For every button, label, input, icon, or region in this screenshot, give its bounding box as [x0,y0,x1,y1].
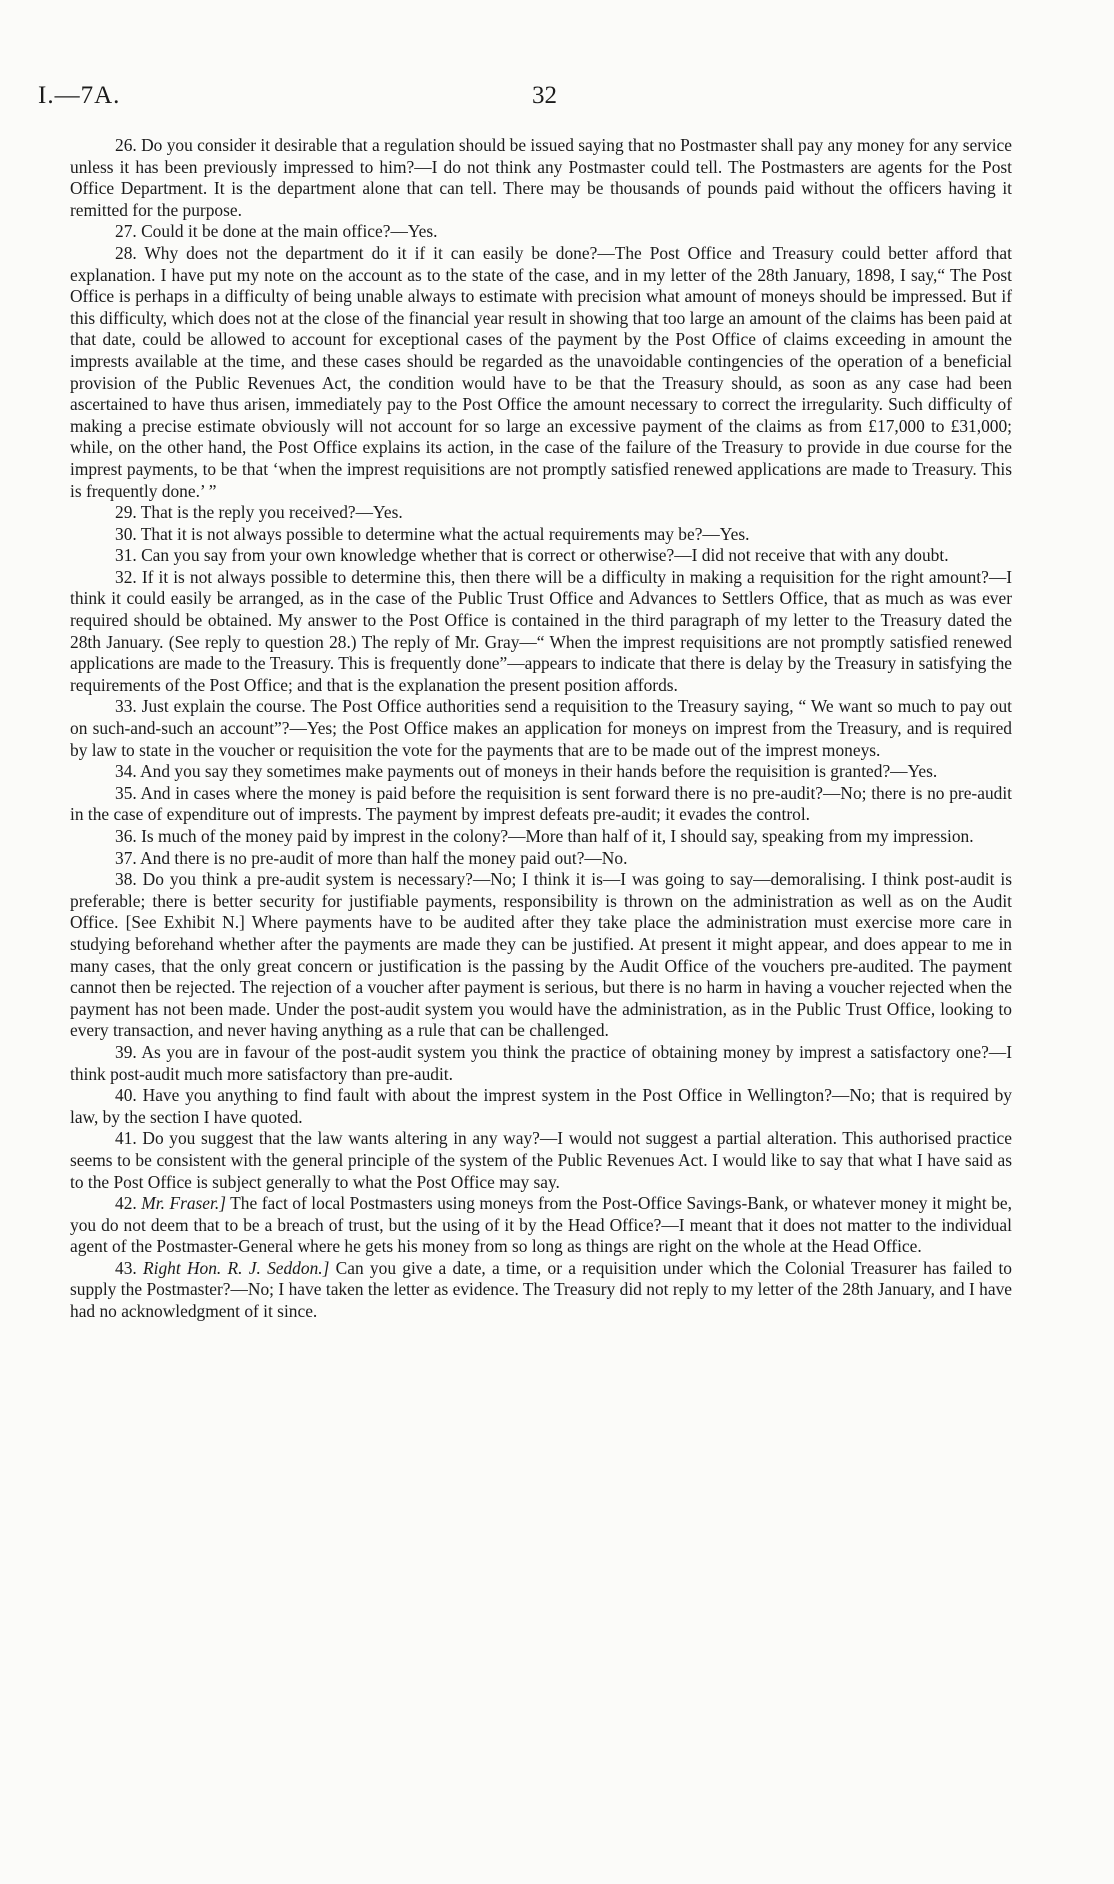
question-43 [70,1258,1012,1323]
question-37: 37. And there is no pre-audit of more than half the money paid out?—No. [115,847,628,868]
question-39: 39. As you are in favour of the post-audit system you think the practice of obtaining money by imprest a satisfactory one?—I think post-audit much more satisfactory than pre-audit. [70,1041,1012,1084]
question-number: 42. [115,1193,137,1214]
evidence-text [70,135,1012,1323]
question-38: 38. Do you think a pre-audit system is necessary?—No; I think it is—I was going to say—demoralising. I think post-audit is preferable; there is better security for justifiable payments, responsibility is thrown on the administration as well as on the Audit Office. [See Exhibit N.] Where payments have to be audited after they take place the administration must exercise more care in studying beforehand whether after the payments are made they can be justified. At present it might appear, and does appear to me in many cases, that the only great concern or justification is the passing by the Audit Office of the vouchers pre-audited. The payment cannot then be rejected. The rejection of a voucher after payment is serious, but there is no harm in having a voucher rejected when the payment has not been made. Under the post-audit system you would have the administration, as in the Public Trust Office, looking to every transaction, and never having anything as a rule that can be challenged. [70,869,1012,1041]
question-33: 33. Just explain the course. The Post Office authorities send a requisition to the Treasury saying, “ We want so much to pay out on such-and-such an account”?—Yes; the Post Office makes an application for moneys on imprest from the Treasury, and is required by law to state in the voucher or requisition the vote for the payments that are to be made out of the imprest moneys. [70,696,1012,760]
question-41: 41. Do you suggest that the law wants altering in any way?—I would not suggest a partial alteration. This authorised practice seems to be consistent with the general principle of the system of the Public Revenues Act. I would like to say that what I have said as to the Post Office is subject generally to what the Post Office may say. [70,1128,1012,1192]
question-body: The fact of local Postmasters using moneys from the Post-Office Savings-Bank, or whatever money it might be, you do not deem that to be a breach of trust, but the using of it by the Head Office?—I meant that it does not matter to the individual agent of the Postmaster-General where he gets his money from so long as things are right on the whole at the Head Office. [70,1193,1012,1257]
question-26: 26. Do you consider it desirable that a regulation should be issued saying that no Postmaster shall pay any money for any service unless it has been previously impressed to him?—I do not think any Postmaster could tell. The Postmasters are agents for the Post Office Department. It is the department alone that can tell. There may be thousands of pounds paid without the officers having it remitted for the purpose. [70,135,1012,220]
question-42 [70,1193,1012,1258]
question-36: 36. Is much of the money paid by imprest in the colony?—More than half of it, I should say, speaking from my impression. [115,826,974,846]
question-27: 27. Could it be done at the main office?—Yes. [115,221,438,242]
question-32: 32. If it is not always possible to determine this, then there will be a difficulty in making a requisition for the right amount?—I think it could easily be arranged, as in the case of the Public Trust Office and Advances to Settlers Office, that as much as was ever required should be obtained. My answer to the Post Office is contained in the third paragraph of my letter to the Treasury dated the 28th January. (See reply to question 28.) The reply of Mr. Gray—“ When the imprest requisitions are not promptly satisfied renewed applications are made to the Treasury. This is frequently done”—appears to indicate that there is delay by the Treasury in satisfying the requirements of the Post Office; and that is the explanation the present position affords. [70,566,1012,695]
page-number: 32 [532,82,557,109]
speaker-name: Mr. Fraser.] [141,1193,226,1214]
parliamentary-paper-reference: I.—7A. [38,82,121,109]
question-35: 35. And in cases where the money is paid before the requisition is sent forward there is no pre-audit?—No; there is no pre-audit in the case of expenditure out of imprests. The payment by imprest defeats pre-audit; it evades the control. [70,782,1012,825]
question-number: 43. [115,1257,137,1278]
question-34: 34. And you say they sometimes make payments out of moneys in their hands before the requisition is granted?—Yes. [115,761,938,782]
question-31: 31. Can you say from your own knowledge whether that is correct or otherwise?—I did not receive that with any doubt. [115,545,949,566]
speaker-name: Right Hon. R. J. Seddon.] [143,1257,330,1278]
question-29: 29. That is the reply you received?—Yes. [115,502,403,523]
question-40: 40. Have you anything to find fault with about the imprest system in the Post Office in Wellington?—No; that is required by law, by the section I have quoted. [70,1085,1012,1127]
question-28: 28. Why does not the department do it if it can easily be done?—The Post Office and Treasury could better afford that explanation. I have put my note on the account as to the state of the case, and in my letter of the 28th January, 1898, I say,“ The Post Office is perhaps in a difficulty of being unable always to estimate with precision what amount of moneys should be impressed. But if this difficulty, which does not at the close of the financial year result in showing that too large an amount of the claims has been paid at that date, could be allowed to account for exceptional cases of the payment by the Post Office of claims exceeding in amount the imprests available at the time, and these cases should be regarded as the unavoidable contingencies of the operation of a beneficial provision of the Public Revenues Act, the condition would have to be that the Treasury should, as soon as any case had been ascertained to have thus arisen, immediately pay to the Post Office the amount necessary to correct the irregularity. Such difficulty of making a precise estimate obviously will not account for so large an excessive payment of the claims as from £17,000 to £31,000; while, on the other hand, the Post Office explains its action, in the case of the failure of the Treasury to provide in due course for the imprest payments, to be that ‘when the imprest requisitions are not promptly satisfied renewed applications are made to Treasury. This is frequently done.’ ” [70,242,1012,501]
question-body: Can you give a date, a time, or a requisition under which the Colonial Treasurer has failed to supply the Postmaster?—No; I have taken the letter as evidence. The Treasury did not reply to my letter of the 28th January, and I have had no acknowledgment of it since. [70,1257,1012,1322]
question-30: 30. That it is not always possible to determine what the actual requirements may be?—Yes. [115,523,750,544]
